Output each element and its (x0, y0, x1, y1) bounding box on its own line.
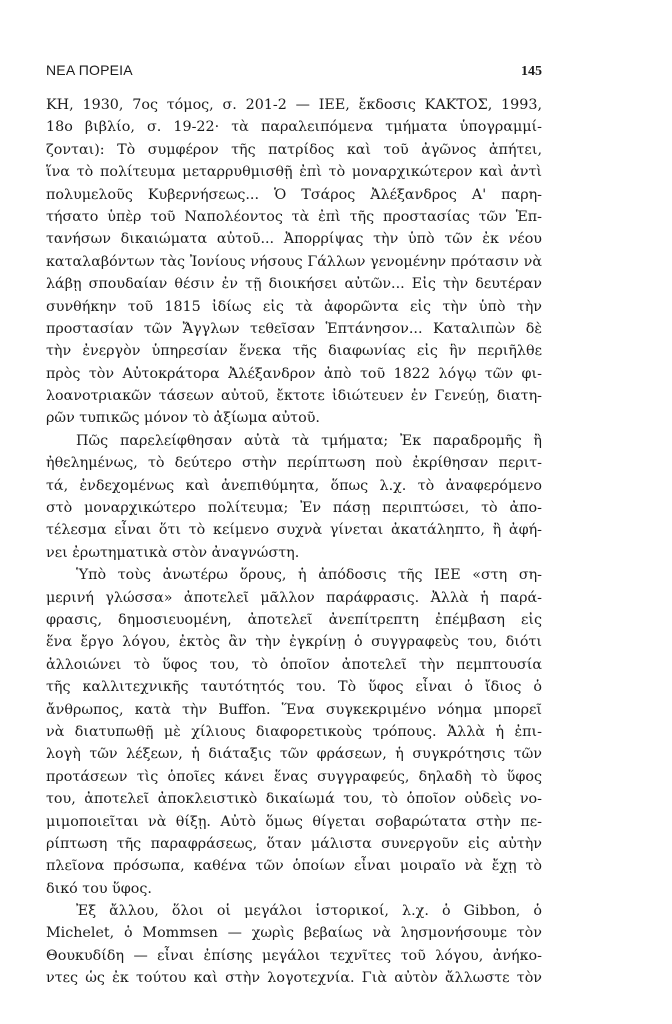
text-line: προστασίαν τῶν Ἄγγλων τεθεῖσαν Ἑπτάνησον... Καταλιπὼν δὲ (46, 320, 542, 337)
text-line: προτάσεων τὶς ὁποῖες κάνει ἕνας συγγραφεύς, δηλαδὴ τὸ ὕφος (46, 768, 542, 785)
text-line: ρίπτωση τῆς παραφράσεως, ὅταν μάλιστα συνεργοῦν εἰς αὐτὴν (46, 835, 542, 852)
text-line: ἕνα ἔργο λόγου, ἐκτὸς ἂν τὴν ἐγκρίνῃ ὁ συγγραφεὺς του, διότι (46, 634, 542, 651)
body-text (46, 94, 542, 990)
text-line: του, ἀποτελεῖ ἀποκλειστικὸ δικαίωμά του, τὸ ὁποῖον οὐδεὶς νο- (46, 791, 542, 808)
text-line: τέλεσμα εἶναι ὅτι τὸ κείμενο συχνὰ γίνεται ἀκατάληπτο, ἢ ἀφή- (46, 522, 542, 539)
text-line: τανήσων δικαιώματα αὐτοῦ... Ἀπορρίψας τὴν ὑπὸ τῶν ἐκ νέου (46, 231, 542, 248)
text-line: τὴν ἐνεργὸν ὑπηρεσίαν ἕνεκα τῆς διαφωνίας εἰς ἣν περιῆλθε (46, 343, 542, 360)
text-line: τῆς καλλιτεχνικῆς ταυτότητός του. Τὸ ὕφος εἶναι ὁ ἴδιος ὁ (46, 679, 542, 696)
text-line: τά, ἐνδεχομένως καὶ ἀνεπιθύμητα, ὅπως λ.χ. τὸ ἀναφερόμενο (46, 477, 542, 494)
text-line: ζονται): Τὸ συμφέρον τῆς πατρίδος καὶ τοῦ ἀγῶνος ἀπήτει, (46, 141, 542, 158)
text-line: συνθήκην τοῦ 1815 ἰδίως εἰς τὰ ἀφορῶντα εἰς τὴν ὑπὸ τὴν (46, 298, 542, 315)
running-header (46, 62, 542, 84)
text-line: ἵνα τὸ πολίτευμα μεταρρυθμισθῇ ἐπὶ τὸ μοναρχικώτερον καὶ ἀντὶ (46, 164, 542, 181)
text-line: λάβῃ σπουδαίαν θέσιν ἐν τῇ διοικήσει αὐτῶν... Εἰς τὴν δευτέραν (46, 276, 542, 293)
text-line: πλεῖονα πρόσωπα, καθένα τῶν ὁποίων εἶναι μοιραῖο νὰ ἔχῃ τὸ (46, 858, 542, 875)
page-number: 145 (521, 64, 542, 79)
text-line: ἀλλοιώνει τὸ ὕφος του, τὸ ὁποῖον ἀποτελεῖ τὴν πεμπτουσία (46, 656, 542, 673)
text-line: νει ἐρωτηματικὰ στὸν ἀναγνώστη. (46, 544, 300, 561)
text-line: μερινή γλώσσα» ἀποτελεῖ μᾶλλον παράφρασις. Ἀλλὰ ἡ παρά- (46, 589, 542, 606)
text-line: Ὑπὸ τοὺς ἀνωτέρω ὅρους, ἡ ἀπόδοσις τῆς ΙΕΕ «στη ση- (76, 567, 542, 584)
text-line: ἠθελημένως, τὸ δεύτερο στὴν περίπτωση ποὺ ἐκρίθησαν περιτ- (46, 455, 542, 472)
text-line: Πῶς παρελείφθησαν αὐτὰ τὰ τμήματα; Ἐκ παραδρομῆς ἢ (76, 432, 542, 449)
text-line: νὰ διατυπωθῇ μὲ χίλιους διαφορετικοὺς τρόπους. Ἀλλὰ ἡ ἐπι- (46, 723, 542, 740)
text-line: στὸ μοναρχικώτερο πολίτευμα; Ἐν πάσῃ περιπτώσει, τὸ ἀπο- (46, 500, 542, 517)
text-line: Ἐξ ἄλλου, ὅλοι οἱ μεγάλοι ἱστορικοί, λ.χ. ὁ Gibbon, ὁ (76, 903, 542, 920)
text-line: πρὸς τὸν Αὐτοκράτορα Ἀλέξανδρον ἀπὸ τοῦ 1822 λόγῳ τῶν φι- (46, 365, 542, 382)
text-line: Θουκυδίδη — εἶναι ἐπίσης μεγάλοι τεχνῖτες τοῦ λόγου, ἀνήκο- (46, 947, 542, 964)
text-line: λοανοτριακῶν τάσεων αὐτοῦ, ἔκτοτε ἰδιώτευεν ἐν Γενεύῃ, διατη- (46, 388, 542, 405)
text-line: Michelet, ὁ Mommsen — χωρὶς βεβαίως νὰ λησμονήσουμε τὸν (46, 925, 542, 942)
text-line: ΚΗ, 1930, 7ος τόμος, σ. 201-2 — ΙΕΕ, ἔκδοσις ΚΑΚΤΟΣ, 1993, (46, 97, 542, 113)
text-line: πολυμελοῦς Κυβερνήσεως... Ὁ Τσάρος Ἀλέξανδρος Α' παρη- (46, 186, 542, 203)
text-line: καταλαβόντων τὰς Ἰονίους νήσους Γάλλων γενομένην πρότασιν νὰ (46, 253, 542, 270)
text-line: ρῶν τυπικῶς μόνον τὸ ἀξίωμα αὐτοῦ. (46, 410, 320, 427)
text-line: 18ο βιβλίο, σ. 19-22· τὰ παραλειπόμενα τμήματα ὑπογραμμί- (46, 119, 542, 136)
text-line: μιμοποιεῖται νὰ θίξῃ. Αὐτὸ ὅμως θίγεται σοβαρώτατα στὴν πε- (46, 813, 542, 830)
text-line: ντες ὡς ἐκ τούτου καὶ στὴν λογοτεχνία. Γιὰ αὐτὸν ἄλλωστε τὸν (46, 970, 542, 987)
text-line: ἄνθρωπος, κατὰ τὴν Buffon. Ἕνα συγκεκριμένο νόημα μπορεῖ (46, 701, 542, 718)
running-title: ΝΕΑ ΠΟΡΕΙΑ (46, 62, 133, 78)
text-line: τήσατο ὑπὲρ τοῦ Ναπολέοντος τὰ ἐπὶ τῆς προστασίας τῶν Ἑπ- (46, 208, 542, 225)
text-line: δικό του ὕφος. (46, 880, 152, 897)
text-line: φρασις, δημοσιευομένη, ἀποτελεῖ ἀνεπίτρεπτη ἐπέμβαση εἰς (46, 611, 542, 628)
text-line: λογὴ τῶν λέξεων, ἡ διάταξις τῶν φράσεων, ἡ συγκρότησις τῶν (46, 746, 542, 763)
